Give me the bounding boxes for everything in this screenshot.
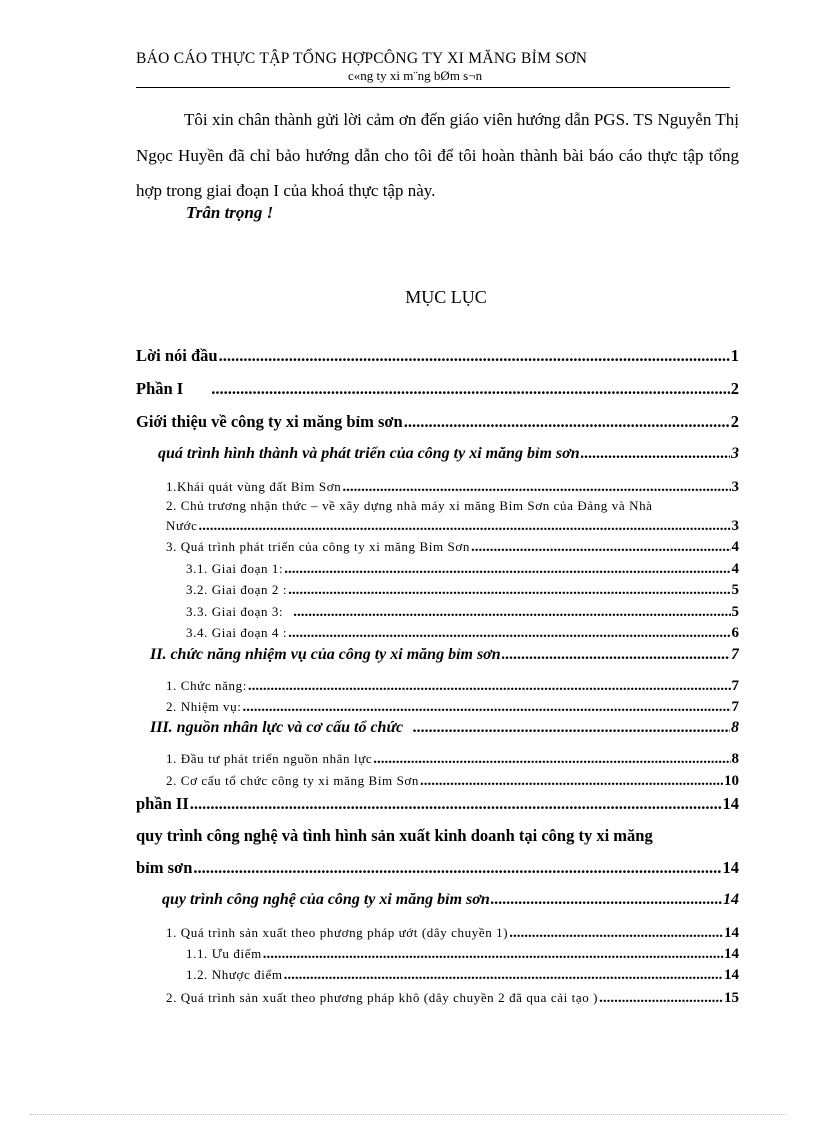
toc-entry-text: 1.1. Ưu điểm [186,946,262,961]
intro-paragraph [136,102,739,209]
toc-page: 4 [731,539,739,555]
toc-entry-line1: quy trình công nghệ và tình hình sản xuất kinh doanh tại công ty xi măng [136,826,653,845]
toc-leader [509,925,723,942]
toc-entry[interactable] [186,625,739,642]
toc-title [0,287,816,308]
toc-entry[interactable] [150,646,739,664]
toc-entry-text: 2. Cơ cấu tổ chức công ty xi măng Bỉm Sơn [166,773,420,788]
toc-entry[interactable] [136,794,739,814]
toc-page: 5 [731,582,739,598]
toc-entry[interactable] [150,719,739,737]
toc-entry[interactable] [186,561,739,578]
toc-entry[interactable] [166,751,739,768]
toc-entry-text: Lời nói đầu [136,346,218,365]
toc-leader [263,946,723,963]
toc-leader [190,794,722,814]
toc-page: 3 [731,479,739,495]
toc-entry[interactable] [166,699,739,716]
toc-entry[interactable] [166,990,739,1007]
toc-entry-text: 1. Đầu tư phát triển nguồn nhân lực [166,751,373,766]
toc-page: 2 [730,379,739,398]
toc-page: 14 [724,967,739,983]
toc-entry[interactable] [136,412,739,432]
toc-entry-text: quá trình hình thành và phát triển của công ty xi măng bỉm sơn [158,445,580,462]
toc-entry[interactable] [166,773,739,790]
toc-entry-text: 2. Nhiệm vụ: [166,699,242,714]
toc-entry[interactable] [186,967,739,984]
toc-entry-text: III. nguồn nhân lực và cơ cấu tổ chức [150,719,404,736]
toc-entry-text: 2. Quá trình sản xuất theo phương pháp khô (dây chuyền 2 đã qua cải tạo ) [166,990,599,1005]
toc-entry[interactable] [136,346,739,366]
toc-entry-text: Nước [166,518,198,533]
toc-page: 4 [731,561,739,577]
toc-entry-text: Phần I [136,379,184,398]
toc-page: 7 [731,678,739,694]
toc-leader [211,379,730,399]
toc-leader [198,518,730,535]
toc-entry-text: 1. Quá trình sản xuất theo phương pháp ướt (dây chuyền 1) [166,925,509,940]
toc-page: 14 [722,794,739,813]
toc-entry-line1: 2. Chủ trương nhận thức – về xây dựng nhà máy xi măng Bỉm Sơn của Đảng và Nhà [166,498,653,513]
toc-entry[interactable] [136,858,739,878]
toc-entry[interactable] [166,518,739,535]
toc-leader [413,719,730,737]
toc-leader [502,646,730,664]
header-title: BÁO CÁO THỰC TẬP TỔNG HỢPCÔNG TY XI MĂNG BỈM SƠN [136,50,588,67]
toc-leader [420,773,723,790]
toc-page: 14 [724,925,739,941]
toc-leader [248,678,731,695]
toc-leader [242,699,730,716]
toc-entry[interactable] [186,946,739,963]
toc-entry[interactable] [162,891,739,909]
toc-leader [373,751,730,768]
header-rule [136,87,730,88]
toc-entry-text: 3. Quá trình phát triển của công ty xi măng Bỉm Sơn [166,539,470,554]
toc-title-text: MỤC LỤC [405,287,487,307]
toc-entry[interactable] [166,925,739,942]
toc-leader [491,891,722,909]
header-subtitle: c«ng ty xi m¨ng bØm s¬n [348,68,483,83]
toc-entry[interactable] [166,479,739,496]
toc-page: 15 [724,990,739,1006]
toc-entry-text: 3.3. Giai đoạn 3: [186,604,284,619]
toc-entry-text: Giới thiệu về công ty xi măng bỉm sơn [136,412,403,431]
toc-leader [293,604,730,621]
toc-page: 14 [724,946,739,962]
toc-page: 1 [730,346,739,365]
intro-text: Tôi xin chân thành gửi lời cảm ơn đến giáo viên hướng dẫn PGS. TS Nguyễn Thị Ngọc Huyền đã chỉ bảo hướng dẫn cho tôi để tôi hoàn thành bài báo cáo thực tập tổng hợp trong giai đoạn I của khoá thực tập này. [136,110,739,200]
toc-page: 7 [731,699,739,715]
toc-page: 10 [724,773,739,789]
toc-entry-text: quy trình công nghệ của công ty xi măng bỉm sơn [162,891,490,908]
toc-leader [342,479,730,496]
toc-page: 8 [731,751,739,767]
toc-entry-text: 1.2. Nhược điểm [186,967,283,982]
toc-page: 14 [723,891,739,908]
toc-entry[interactable] [136,379,739,399]
toc-leader [288,625,730,642]
toc-leader [404,412,730,432]
page-bottom-rule [30,1114,786,1115]
toc-entry[interactable] [186,604,739,621]
toc-entry-text: 1. Chức năng: [166,678,247,693]
toc-entry-text: 3.4. Giai đoạn 4 : [186,625,288,640]
toc-page: 8 [731,719,739,736]
toc-leader [288,582,730,599]
toc-entry-text: 1.Khái quát vùng đất Bỉm Sơn [166,479,342,494]
toc-leader [219,346,730,366]
toc-entry-text: phần II [136,794,189,813]
toc-page: 5 [731,604,739,620]
toc-page: 14 [722,858,739,877]
toc-entry[interactable] [186,582,739,599]
toc-entry-text: 3.2. Giai đoạn 2 : [186,582,288,597]
toc-leader [284,561,730,578]
toc-page: 3 [731,518,739,534]
toc-leader [193,858,721,878]
toc-leader [581,445,730,463]
toc-page: 7 [731,646,739,663]
toc-leader [599,990,723,1007]
toc-entry-text: 3.1. Giai đoạn 1: [186,561,284,576]
toc-entry[interactable] [166,539,739,556]
toc-leader [471,539,731,556]
toc-leader [284,967,723,984]
toc-entry-text: II. chức năng nhiệm vụ của công ty xi măng bỉm sơn [150,646,501,663]
toc-page: 3 [731,445,739,462]
toc-page: 2 [730,412,739,431]
toc-entry-text: bỉm sơn [136,858,193,877]
toc-entry[interactable] [166,678,739,695]
toc-page: 6 [731,625,739,641]
toc-entry[interactable] [158,445,739,463]
closing-text: Trân trọng ! [186,203,274,222]
